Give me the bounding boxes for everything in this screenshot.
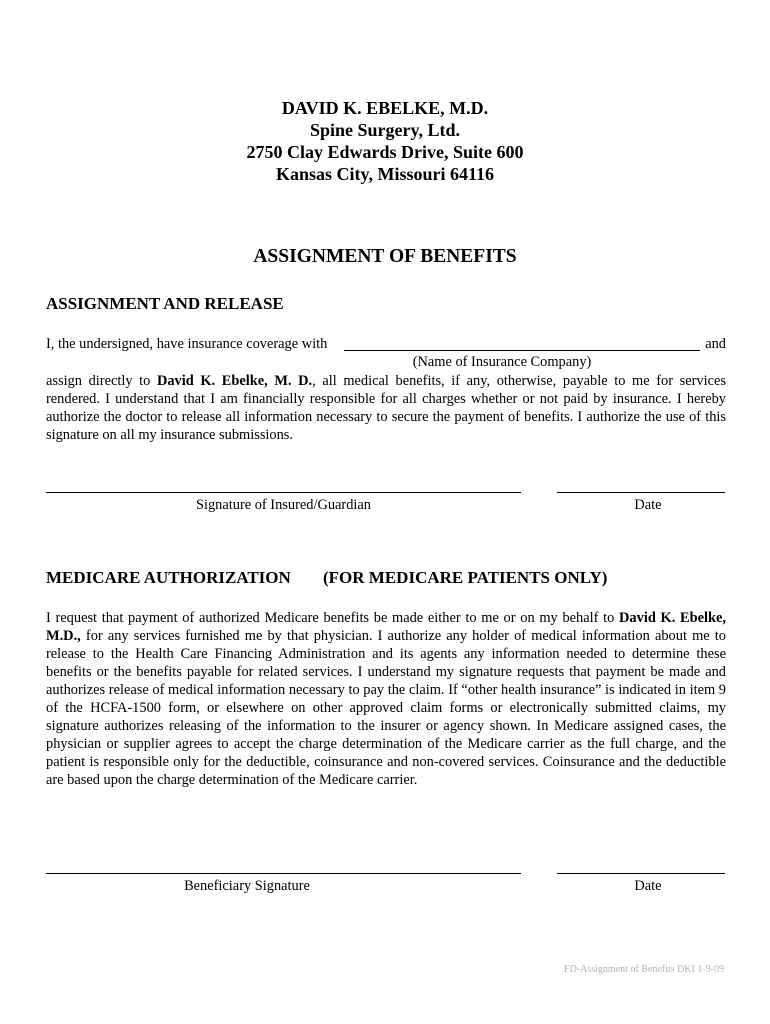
insurance-company-line — [46, 336, 726, 354]
beneficiary-date-label: Date — [634, 878, 662, 894]
assignment-physician-name: David K. Ebelke, M. D. — [156, 373, 313, 389]
insurance-company-caption: (Name of Insurance Company) — [412, 354, 592, 370]
street-address: 2750 Clay Edwards Drive, Suite 600 — [246, 142, 524, 162]
document-title: ASSIGNMENT OF BENEFITS — [253, 246, 517, 267]
letterhead — [0, 97, 770, 185]
insured-date-line[interactable] — [557, 492, 725, 493]
physician-name: DAVID K. EBELKE, M.D. — [281, 98, 489, 118]
medicare-heading: MEDICARE AUTHORIZATION — [46, 568, 291, 587]
insured-date-label: Date — [634, 497, 662, 513]
beneficiary-date-line[interactable] — [557, 873, 725, 874]
insurance-line-suffix: and — [705, 336, 726, 352]
insurance-line-prefix: I, the undersigned, have insurance coverage with — [46, 336, 328, 352]
insured-signature-line[interactable] — [46, 492, 521, 493]
form-footer-code: FD-Assignment of Benefits DKI 1-9-09 — [564, 964, 724, 975]
insured-signature-label: Signature of Insured/Guardian — [195, 497, 372, 513]
medicare-text-start: I request that payment of authorized Medicare benefits be made either to me or on my behalf to — [46, 610, 620, 626]
medicare-heading-note: (FOR MEDICARE PATIENTS ONLY) — [323, 568, 608, 587]
medicare-physician-name: David K. Ebelke, M.D., — [46, 610, 726, 644]
insurance-company-field[interactable] — [344, 350, 700, 351]
city-address: Kansas City, Missouri 64116 — [275, 164, 495, 184]
medicare-paragraph — [46, 609, 726, 789]
beneficiary-signature-label: Beneficiary Signature — [184, 878, 310, 894]
beneficiary-signature-line[interactable] — [46, 873, 521, 874]
assignment-text-start: assign directly to — [46, 373, 157, 389]
assignment-heading: ASSIGNMENT AND RELEASE — [46, 294, 284, 313]
assignment-text-rest: , all medical benefits, if any, otherwise, payable to me for services rendered. I understand that I am financially responsible for all charges whether or not paid by insurance. I hereby authorize the doctor to release all information necessary to secure the payment of benefits. I authorize the use of this signature on all my insurance submissions. — [46, 373, 726, 443]
assignment-paragraph — [46, 372, 726, 444]
practice-name: Spine Surgery, Ltd. — [309, 120, 461, 140]
medicare-text-rest: for any services furnished me by that physician. I authorize any holder of medical information about me to release to the Health Care Financing Administration and its agents any information needed to determine these benefits or the benefits payable for related services. I understand my signature requests that payment be made and authorizes release of medical information necessary to pay the claim. If “other health insurance” is indicated in item 9 of the HCFA-1500 form, or elsewhere on other approved claim forms or electronically submitted claims, my signature authorizes releasing of the information to the insurer or agency shown. In Medicare assigned cases, the physician or supplier agrees to accept the charge determination of the Medicare carrier as the full charge, and the patient is responsible only for the deductible, coinsurance and non-covered services. Coinsurance and the deductible are based upon the charge determination of the Medicare carrier. — [46, 628, 726, 788]
